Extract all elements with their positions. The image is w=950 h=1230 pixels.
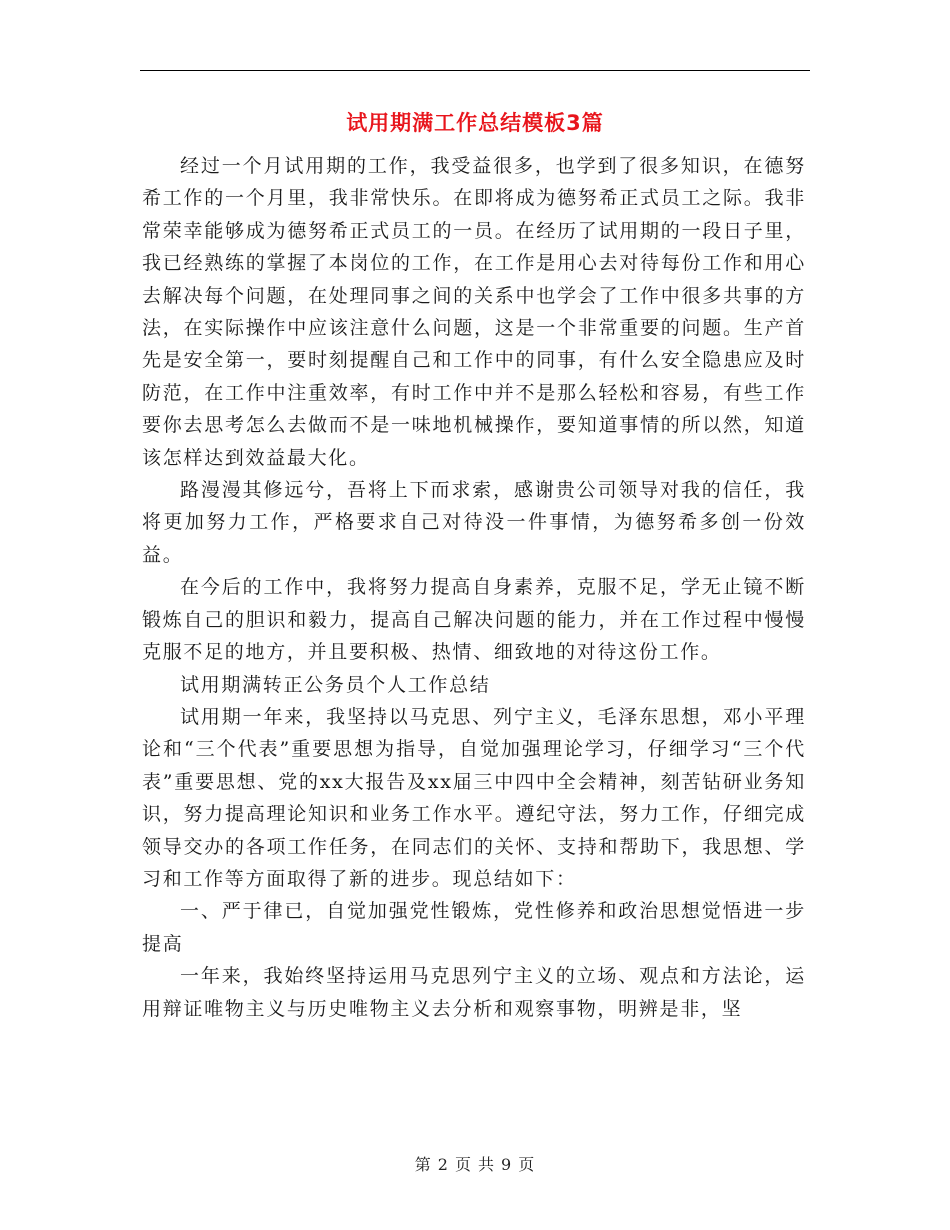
paragraph-2: 路漫漫其修远兮，吾将上下而求索，感谢贵公司领导对我的信任，我将更加努力工作，严格要求自己对待没一件事情，为德努希多创一份效益。 [142, 479, 806, 566]
footer-suffix: 页 [518, 1155, 536, 1174]
page-footer [0, 1153, 950, 1177]
paragraph-3: 在今后的工作中，我将努力提高自身素养，克服不足，学无止镜不断锻炼自己的胆识和毅力，提高自己解决问题的能力，并在工作过程中慢慢克服不足的地方，并且要积极、热情、细致地的对待这份工作。 [142, 576, 806, 664]
current-page-number: 2 [437, 1155, 449, 1174]
document-body [142, 150, 806, 1025]
footer-prefix: 第 [414, 1155, 432, 1174]
subsection-heading: 一、严于律已，自觉加强党性锻炼，党性修养和政治思想觉悟进一步提高 [142, 900, 806, 955]
total-page-count: 9 [501, 1155, 513, 1174]
paragraph-1: 经过一个月试用期的工作，我受益很多，也学到了很多知识，在德努希工作的一个月里，我非常快乐。在即将成为德努希正式员工之际。我非常荣幸能够成为德努希正式员工的一员。在经历了试用期的一段日子里，我已经熟练的掌握了本岗位的工作，在工作是用心去对待每份工作和用心去解决每个问题，在处理同事之间的关系中也学会了工作中很多共事的方法，在实际操作中应该注意什么问题，这是一个非常重要的问题。生产首先是安全第一，要时刻提醒自己和工作中的同事，有什么安全隐患应及时防范，在工作中注重效率，有时工作中并不是那么轻松和容易，有些工作要你去思考怎么去做而不是一味地机械操作，要知道事情的所以然，知道该怎样达到效益最大化。 [142, 155, 806, 469]
document-title: 试用期满工作总结模板3篇 [346, 111, 604, 135]
paragraph-5: 一年来，我始终坚持运用马克思列宁主义的立场、观点和方法论，运用辩证唯物主义与历史唯物主义去分析和观察事物，明辨是非，坚 [142, 965, 806, 1020]
footer-middle: 页 共 [454, 1155, 496, 1174]
header-rule [140, 70, 810, 71]
section-heading: 试用期满转正公务员个人工作总结 [180, 673, 491, 696]
paragraph-4: 试用期一年来，我坚持以马克思、列宁主义，毛泽东思想，邓小平理论和“三个代表”重要思想为指导，自觉加强理论学习，仔细学习“三个代表”重要思想、党的xx大报告及xx届三中四中全会精神，刻苦钻研业务知识，努力提高理论知识和业务工作水平。遵纪守法，努力工作，仔细完成领导交办的各项工作任务，在同志们的关怀、支持和帮助下，我思想、学习和工作等方面取得了新的进步。现总结如下： [142, 705, 806, 890]
